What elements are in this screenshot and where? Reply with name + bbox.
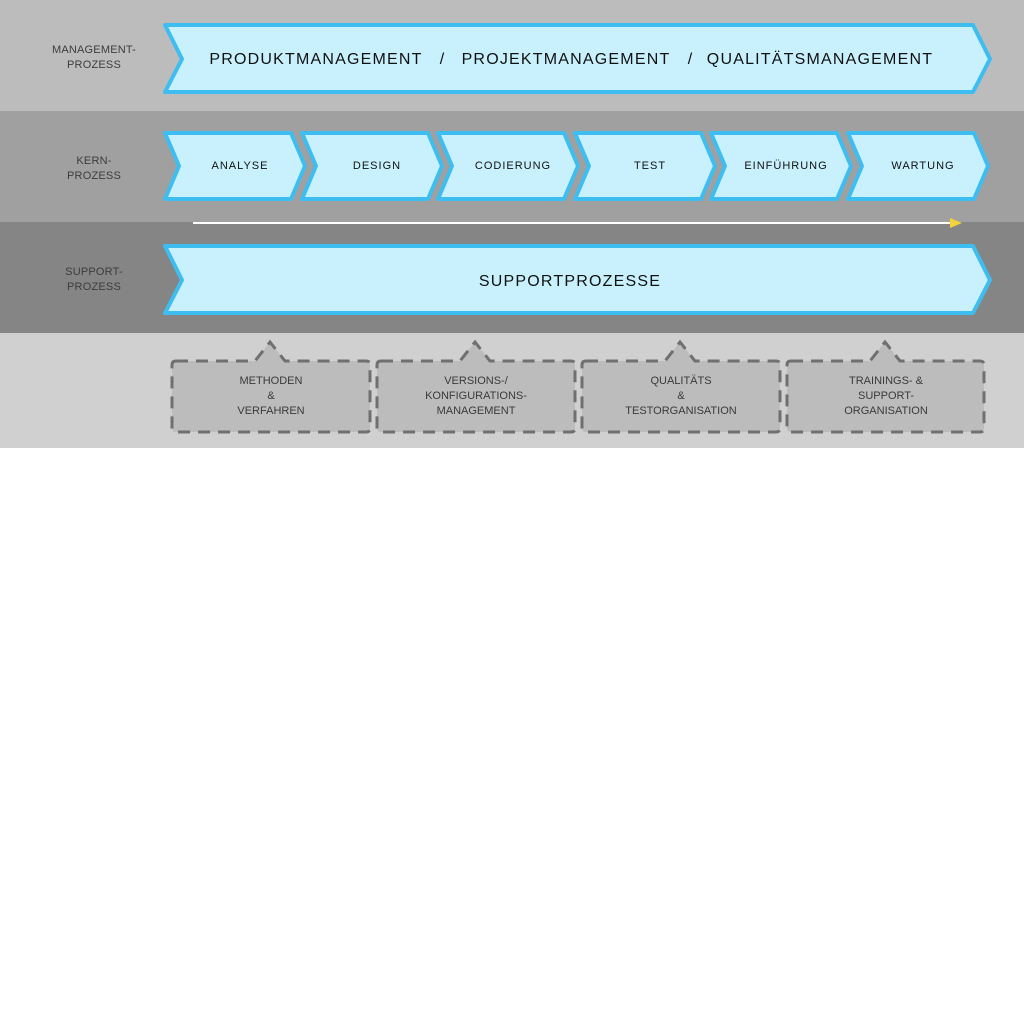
management-item-produkt: PRODUKTMANAGEMENT [209, 51, 423, 68]
flow-arrowhead-icon [950, 218, 962, 228]
flow-arrow [193, 218, 962, 228]
support-process-title: SUPPORTPROZESSE [478, 273, 662, 290]
unit-line: VERFAHREN [237, 405, 305, 417]
unit-line: & [267, 390, 275, 402]
core-step-analyse [165, 133, 305, 199]
unit-line: MANAGEMENT [436, 405, 516, 417]
unit-line: KONFIGURATIONS- [425, 390, 527, 402]
core-process-label: KERN- PROZESS [67, 155, 121, 182]
core-step-label: EINFÜHRUNG [744, 160, 828, 172]
unit-line: & [677, 390, 685, 402]
core-step-wartung [848, 133, 988, 199]
management-separator-1: / [439, 51, 445, 68]
core-step-test [575, 133, 715, 199]
unit-line: ORGANISATION [844, 405, 928, 417]
unit-line: METHODEN [239, 375, 303, 387]
core-step-codierung [438, 133, 578, 199]
management-item-qualitaet: QUALITÄTSMANAGEMENT [706, 51, 934, 68]
unit-line: QUALITÄTS [650, 375, 712, 387]
support-process-label: SUPPORT- PROZESS [65, 266, 123, 293]
core-step-label: ANALYSE [211, 160, 269, 172]
unit-line: VERSIONS-/ [444, 375, 508, 387]
support-unit-methoden [172, 342, 370, 432]
management-separator-2: / [687, 51, 693, 68]
management-process-label: MANAGEMENT- PROZESS [51, 44, 137, 71]
support-chevron [165, 246, 990, 313]
unit-line: TRAININGS- & [849, 375, 923, 387]
support-unit-versions [377, 342, 575, 432]
core-step-label: TEST [633, 160, 667, 172]
core-step-label: WARTUNG [891, 160, 955, 172]
unit-line: SUPPORT- [857, 390, 915, 402]
core-step-einfuehrung [711, 133, 851, 199]
support-unit-qualitaet [582, 342, 780, 432]
unit-line: TESTORGANISATION [625, 405, 737, 417]
management-item-projekt: PROJEKTMANAGEMENT [461, 51, 671, 68]
core-step-design [302, 133, 442, 199]
support-unit-trainings [787, 342, 984, 432]
core-step-label: CODIERUNG [474, 160, 552, 172]
core-step-label: DESIGN [352, 160, 402, 172]
management-chevron [165, 25, 990, 92]
